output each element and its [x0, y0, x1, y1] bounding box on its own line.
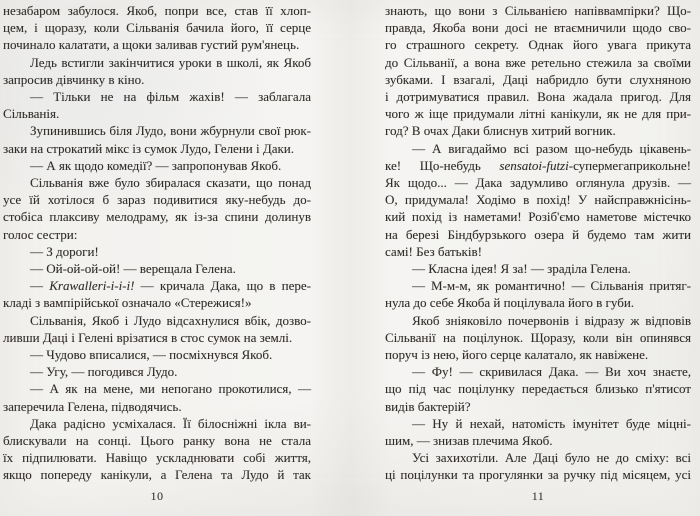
text-line: шим, — знизав плечима Якоб.: [385, 433, 553, 449]
text-line: заки на строкатий мікс із сумок Лудо, Гелени і Даки.: [3, 140, 295, 156]
text-line: — З дороги!: [30, 243, 99, 259]
text-line: — Krawalleri-i-i-i! — кричала Дака, що в пере-: [30, 278, 311, 294]
text-line: і дотримуватися правил. Вона жадала пригод. Для: [385, 89, 691, 105]
text-line: на березі Біндбурзького озера й будемо там жити: [385, 226, 691, 242]
text-line: Якоб зніяковіло почервонів і відразу ж відповів: [412, 312, 691, 328]
text-line: го страшного секрету. Однак його увага прикута: [385, 37, 691, 53]
text-line: ливши Даці і Гелені врізатися в стос сумок на землі.: [3, 329, 293, 345]
text-line: зубками. І взагалі, Даці набридло бути слухняною: [385, 71, 691, 87]
text-line: — Угу, — погодився Лудо.: [30, 364, 178, 380]
text-line: Сільванія, Якоб і Лудо відсахнулися вбік, дозво-: [30, 312, 311, 328]
text-line: — А як на мене, ми непогано прокотилися, —: [30, 381, 311, 397]
text-line: заперечила Гелена, підводячись.: [3, 398, 182, 414]
text-line: до Сільванії, а вона вже ретельно стежила за своїми: [385, 54, 691, 70]
text-line: — М-м-м, як романтично! — Сільванія притяг-: [412, 278, 691, 294]
text-line: Усі захихотіли. Але Даці було не до сміху: всі: [412, 450, 691, 466]
text-line: Сільванія вже було збиралася сказати, що понад: [30, 175, 311, 191]
text-line: — Фу! — скривилася Дака. — Ви хоч знаєте,: [412, 364, 691, 380]
text-line: видів бактерій?: [385, 398, 471, 414]
text-line: поруч із нею, його серце калатало, як навіжене.: [385, 347, 649, 363]
text-line: — Тільки не на фільм жахів! — заблагала: [30, 89, 311, 105]
text-line: ці поцілунки та прогулянки за ручку під місяцем, усі: [385, 467, 691, 483]
page-text-right: [385, 2, 691, 484]
text-line: блискували на сонці. Цього ранку вона не стала: [3, 433, 311, 449]
text-line: кладі з вампірійської означало «Стережися!»: [3, 295, 252, 311]
text-line: самі! Без батьків!: [385, 243, 482, 259]
text-line: Сільванії на поцілунок. Щоразу, коли він опинявся: [385, 329, 691, 345]
text-line: — А вигадаймо всі разом що-небудь цікавень-: [412, 140, 691, 156]
text-line: правда, Якоба вони досі не втаємничили щодо сво-: [385, 20, 691, 36]
text-line: Зупинившись біля Лудо, вони жбурнули свої рюк-: [30, 123, 311, 139]
text-line: — А як щодо комедії? — запропонував Якоб.: [30, 157, 282, 173]
text-line: незабаром забулося. Якоб, попри все, став її хлоп-: [3, 3, 311, 18]
text-line: — Класна ідея! Я за! — зраділа Гелена.: [412, 261, 631, 277]
text-line: Як щодо... — Дака задумливо оглянула друзів. —: [385, 175, 691, 191]
text-line: якщо попереду канікули, а Гелена та Лудо й так: [3, 467, 311, 483]
page-number-left: 10: [150, 489, 164, 503]
text-line: О, придумала! Ходімо в похід! У найсправжнісінь-: [385, 192, 691, 208]
page-number-right: 11: [531, 489, 545, 503]
page-text-left: [3, 2, 311, 484]
text-line: Ледь встигли закінчитися уроки в школі, як Якоб: [30, 54, 311, 70]
text-line: їх підпилювати. Навіщо ускладнювати собі життя,: [3, 450, 311, 466]
text-line: ке! Що-небудь sensatoi-futzi-супермегаприкольне!: [385, 157, 691, 173]
text-line: чого ж іще придумали літні канікули, як не для при-: [385, 106, 691, 122]
book-page-right: [350, 0, 700, 516]
text-line: — Ой-ой-ой-ой! — верещала Гелена.: [30, 261, 236, 277]
text-line: голос сестри:: [3, 226, 78, 242]
text-line: год? В очах Даки блиснув хитрий вогник.: [385, 123, 616, 139]
text-line: цем, і щоразу, коли Сільванія бачила його, її серце: [3, 20, 311, 36]
text-line: — Чудово вписалися, — посміхнувся Якоб.: [30, 347, 273, 363]
text-line: Дака радісно усміхалася. Її білосніжні ікла ви-: [30, 415, 311, 431]
text-line: знають, що вони з Сільванією напіввампірки? Що-: [385, 3, 691, 18]
text-line: запросив дівчинку в кіно.: [3, 71, 145, 87]
text-line: починало калатати, а щоки заливав густий рум'янець.: [3, 37, 300, 53]
text-line: що під час поцілунку передається близько п'ятисот: [385, 381, 691, 397]
text-line: кий похід із наметами! Розіб'ємо наметове містечко: [385, 209, 691, 225]
text-line: — Ну й нехай, натомість імунітет буде міцні-: [412, 415, 691, 431]
text-line: усе їй хотілося б зараз подивитися яку-небудь до-: [3, 192, 311, 208]
text-line: Сільванія.: [3, 106, 60, 122]
text-line: нула до себе Якоба й поцілувала його в губи.: [385, 295, 635, 311]
text-line: стобіса плаксиву мелодраму, як із-за спини долинув: [3, 209, 311, 225]
